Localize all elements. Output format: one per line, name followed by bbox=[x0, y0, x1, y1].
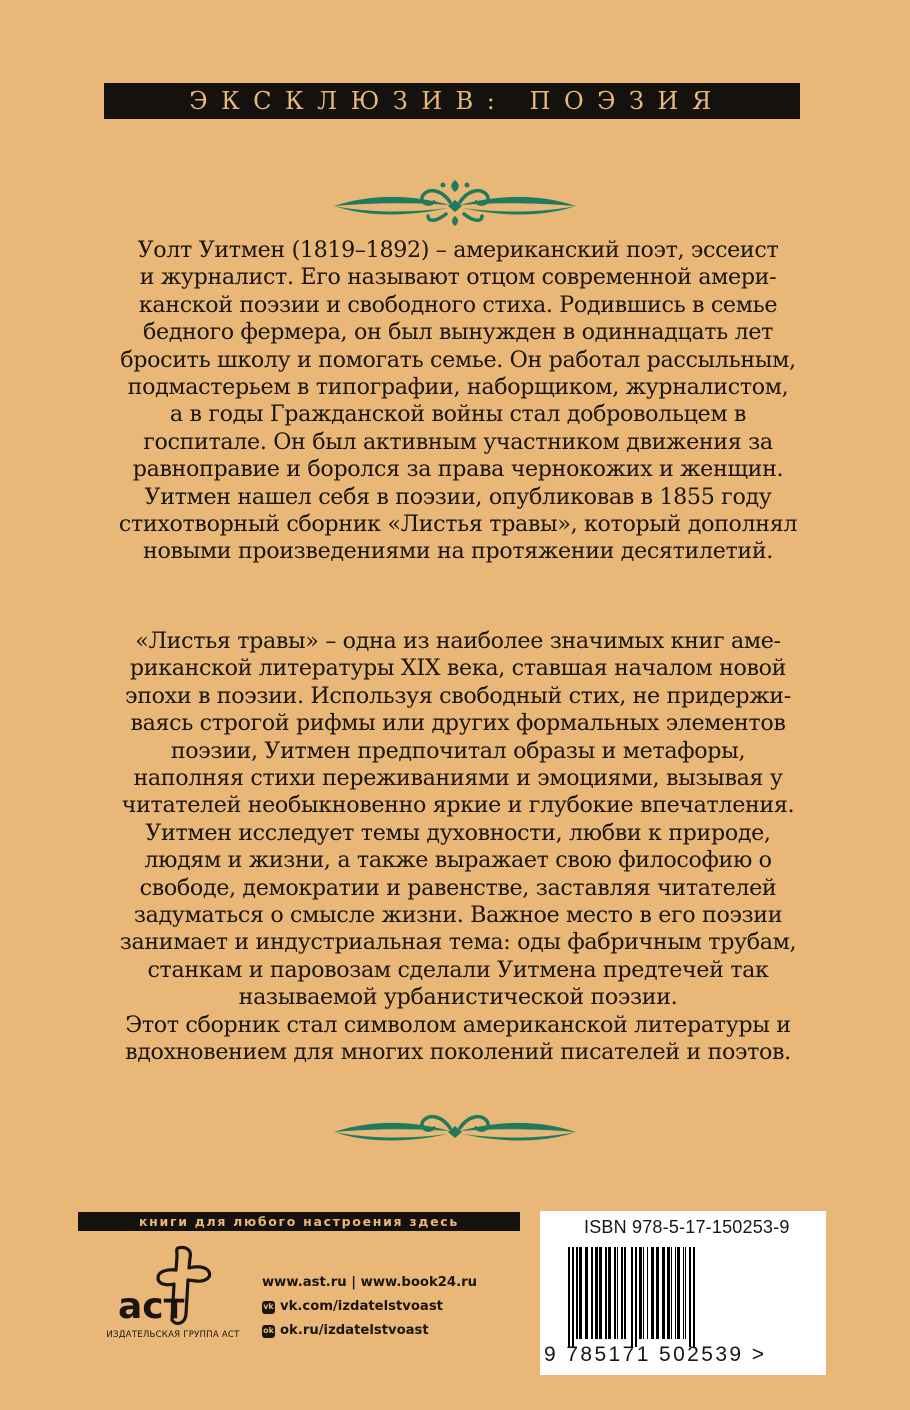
description-paragraph-1 bbox=[78, 237, 838, 566]
publisher-links bbox=[262, 1271, 477, 1343]
text-line: бросить школу и помогать семье. Он работал рассыльным, bbox=[120, 346, 796, 373]
web-links-text[interactable]: www.ast.ru | www.book24.ru bbox=[262, 1275, 477, 1290]
barcode-bar bbox=[608, 1247, 611, 1339]
barcode-bar bbox=[662, 1247, 665, 1339]
text-line: эпохи в поэзии. Используя свободный стих, не придержи- bbox=[125, 682, 791, 709]
text-line: вдохновением для многих поколений писателей и поэтов. bbox=[125, 1039, 791, 1066]
text-line: Уитмен исследует темы духовности, любви к природе, bbox=[145, 819, 771, 846]
barcode-bar bbox=[689, 1247, 691, 1347]
text-line: новыми произведениями на протяжении десятилетий. bbox=[143, 538, 773, 565]
text-line: Уолт Уитмен (1819–1892) – американский поэт, эссеист bbox=[137, 237, 779, 263]
ok-link-text[interactable]: ok.ru/izdatelstvoast bbox=[280, 1323, 429, 1338]
barcode-bar bbox=[667, 1247, 670, 1339]
text-line: подмастерьем в типографии, наборщиком, журналистом, bbox=[127, 374, 789, 401]
vk-icon: vk bbox=[262, 1301, 275, 1314]
barcode-bar bbox=[599, 1247, 602, 1339]
barcode-bar bbox=[621, 1247, 623, 1339]
text-line: Уитмен нашел себя в поэзии, опубликовав в 1855 году bbox=[144, 483, 772, 510]
web-links[interactable] bbox=[262, 1271, 477, 1295]
text-line: равноправие и боролся за права чернокожих и женщин. bbox=[132, 456, 784, 483]
barcode-bar bbox=[591, 1247, 593, 1339]
barcode-bar bbox=[651, 1247, 654, 1339]
barcode-bar bbox=[631, 1247, 633, 1347]
barcode-bar bbox=[572, 1247, 574, 1347]
text-line: станкам и паровозам сделали Уитмена предтечей так bbox=[147, 956, 769, 983]
barcode-bar bbox=[585, 1247, 588, 1339]
text-line: наполняя стихи переживаниями и эмоциями, вызывая у bbox=[133, 765, 783, 792]
barcode-bar bbox=[683, 1247, 684, 1339]
text-line: людям и жизни, а также выражает свою философию о bbox=[144, 847, 772, 874]
ean-digits: 9 785171 502539 > bbox=[544, 1343, 767, 1366]
barcode-bar bbox=[595, 1247, 598, 1339]
bottom-ornament-icon bbox=[330, 1112, 580, 1152]
text-line: а в годы Гражданской войны стал добровольцем в bbox=[169, 401, 747, 428]
barcode-bar bbox=[579, 1247, 582, 1339]
barcode-bar bbox=[685, 1247, 686, 1339]
text-line: стихотворный сборник «Листья травы», который дополнял bbox=[118, 511, 798, 538]
text-line: задуматься о смысле жизни. Важное место в его поэзии bbox=[133, 902, 783, 929]
barcode-bar bbox=[656, 1247, 659, 1339]
text-line: занимает и индустриальная тема: оды фабричным трубам, bbox=[119, 929, 797, 956]
text-line: «Листья травы» – одна из наиболее значимых книг аме- bbox=[135, 628, 781, 654]
ok-icon: ok bbox=[262, 1325, 275, 1338]
series-banner: ЭКСКЛЮЗИВ: ПОЭЗИЯ bbox=[104, 83, 800, 119]
text-line: поэзии, Уитмен предпочитал образы и метафоры, bbox=[170, 737, 746, 764]
barcode-bar bbox=[675, 1247, 676, 1339]
text-line: Этот сборник стал символом американской литературы и bbox=[125, 1011, 791, 1038]
text-line: свободе, демократии и равенстве, заставляя читателей bbox=[139, 874, 777, 901]
text-line: канской поэзии и свободного стиха. Родившись в семье bbox=[138, 291, 778, 318]
barcode-bar bbox=[677, 1247, 680, 1339]
ast-logo-icon bbox=[116, 1244, 226, 1334]
text-line: читателей необыкновенно яркие и глубокие впечатления. bbox=[121, 792, 795, 819]
barcode-bar bbox=[617, 1247, 618, 1339]
barcode-bar bbox=[605, 1247, 607, 1339]
barcode-icon bbox=[568, 1247, 798, 1347]
vk-link-text[interactable]: vk.com/izdatelstvoast bbox=[280, 1299, 443, 1314]
barcode-bar bbox=[635, 1247, 637, 1347]
top-ornament-icon bbox=[330, 172, 580, 232]
barcode-bar bbox=[643, 1247, 644, 1339]
barcode-bar bbox=[647, 1247, 648, 1339]
barcode-bar bbox=[693, 1247, 695, 1347]
barcode-bar bbox=[576, 1247, 578, 1339]
barcode-bar bbox=[624, 1247, 626, 1339]
vk-link[interactable] bbox=[262, 1295, 477, 1319]
barcode-bar bbox=[568, 1247, 570, 1347]
tagline-banner: книги для любого настроения здесь bbox=[78, 1212, 520, 1231]
barcode-bar bbox=[639, 1247, 642, 1339]
isbn-label: ISBN 978-5-17-150253-9 bbox=[584, 1217, 790, 1237]
barcode-bar bbox=[671, 1247, 672, 1339]
description-paragraph-2 bbox=[78, 628, 838, 1067]
text-line: риканской литературы XIX века, ставшая началом новой bbox=[129, 655, 787, 682]
text-line: госпитале. Он был активным участником движения за bbox=[143, 428, 773, 455]
text-line: называемой урбанистической поэзии. bbox=[238, 984, 678, 1011]
logo-wordmark: аст bbox=[118, 1286, 185, 1327]
text-line: бедного фермера, он был вынужден в одиннадцать лет bbox=[142, 319, 774, 346]
ok-link[interactable] bbox=[262, 1319, 477, 1343]
barcode-box bbox=[540, 1211, 826, 1375]
text-line: ваясь строгой рифмы или других формальных элементов bbox=[130, 710, 786, 737]
text-line: и журналист. Его называют отцом современной амери- bbox=[139, 264, 777, 291]
barcode-bar bbox=[614, 1247, 616, 1339]
publisher-name: ИЗДАТЕЛЬСКАЯ ГРУППА АСТ bbox=[106, 1330, 240, 1340]
